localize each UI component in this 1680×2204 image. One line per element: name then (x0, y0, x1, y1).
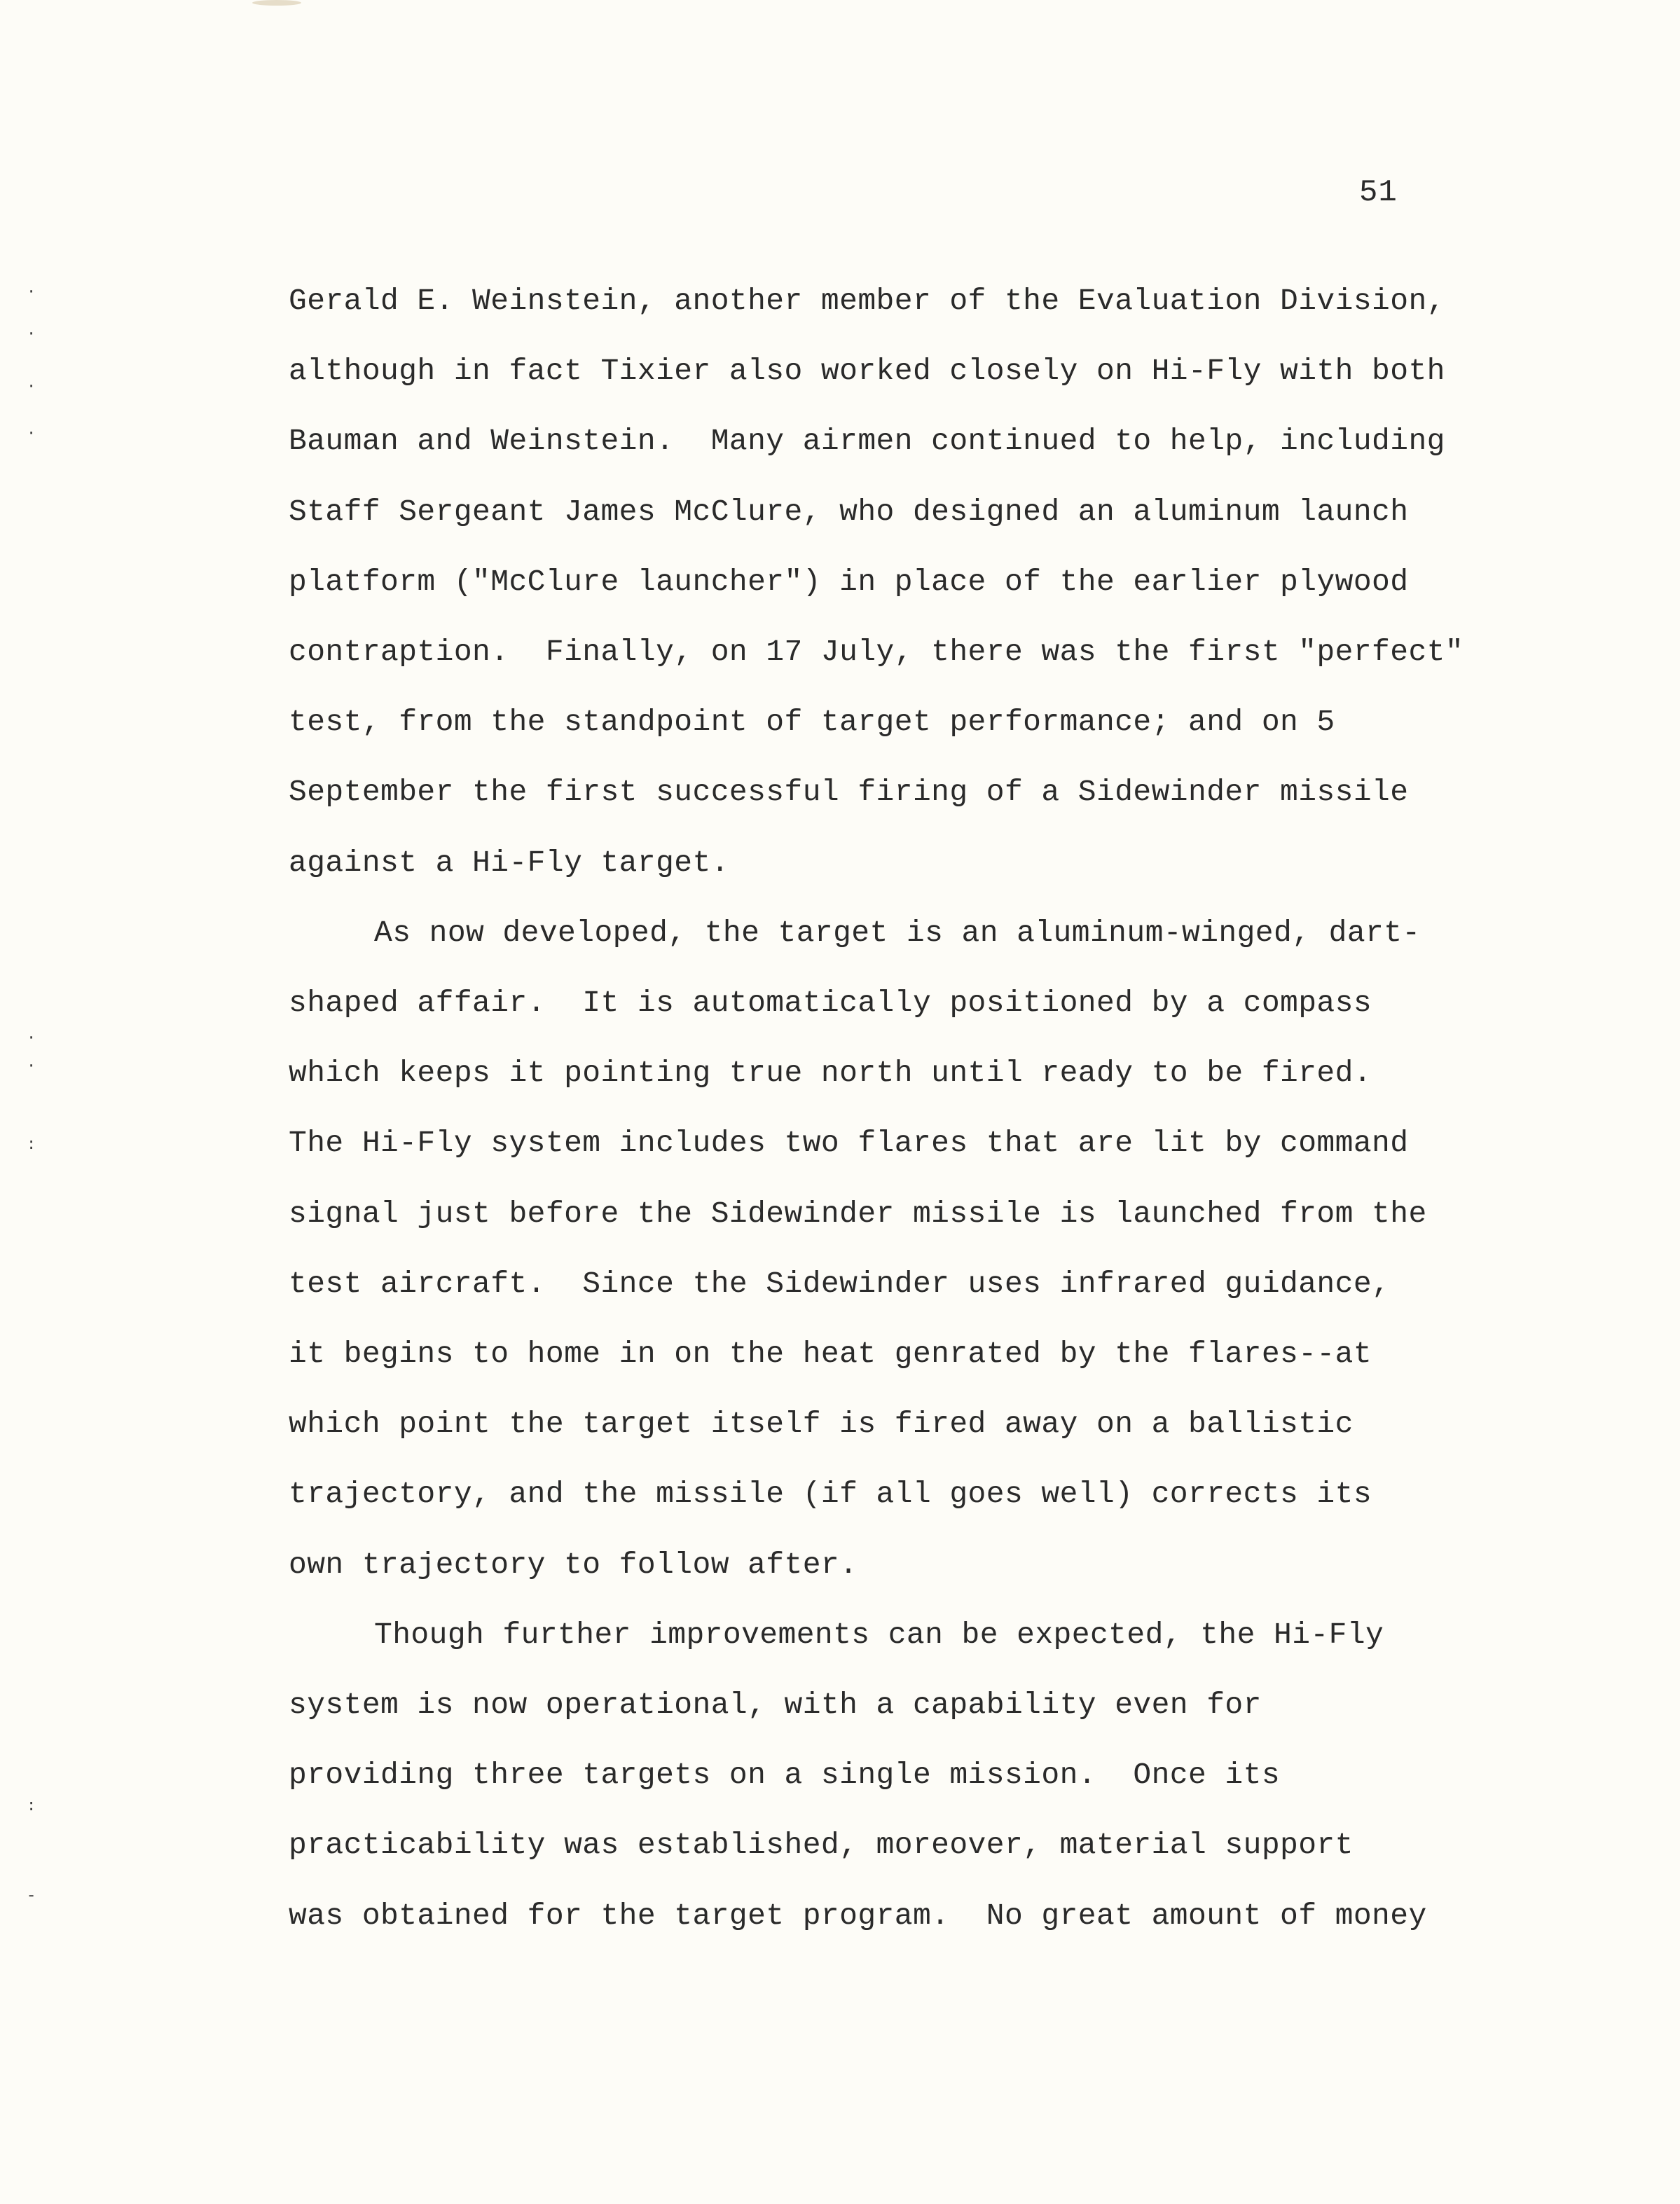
text-line: Staff Sergeant James McClure, who designed an aluminum launch (289, 495, 1409, 529)
margin-mark: : (27, 1798, 36, 1815)
margin-mark: : (27, 1136, 36, 1154)
text-line: although in fact Tixier also worked closely on Hi-Fly with both (289, 354, 1445, 388)
margin-mark: · (27, 425, 36, 442)
text-line: which keeps it pointing true north until ready to be fired. (289, 1056, 1372, 1090)
text-line: test aircraft. Since the Sidewinder uses infrared guidance, (289, 1267, 1391, 1301)
margin-mark: · (27, 378, 36, 395)
margin-mark: · (27, 283, 36, 301)
margin-mark: · (27, 325, 36, 343)
text-line: trajectory, and the missile (if all goes well) corrects its (289, 1477, 1372, 1511)
margin-mark: - (27, 1887, 36, 1905)
text-line: was obtained for the target program. No great amount of money (289, 1899, 1427, 1933)
text-line: Though further improvements can be expected, the Hi-Fly (374, 1618, 1384, 1652)
text-line: platform ("McClure launcher") in place of the earlier plywood (289, 565, 1409, 599)
text-line: shaped affair. It is automatically positioned by a compass (289, 986, 1372, 1020)
text-line: Gerald E. Weinstein, another member of the Evaluation Division, (289, 284, 1445, 318)
margin-mark: · (27, 1029, 36, 1047)
page-number: 51 (1359, 175, 1398, 210)
text-line: Bauman and Weinstein. Many airmen continued to help, including (289, 424, 1445, 458)
text-line: contraption. Finally, on 17 July, there was the first "perfect" (289, 635, 1464, 669)
margin-mark: · (27, 1057, 36, 1075)
text-line: against a Hi-Fly target. (289, 846, 729, 880)
paper-stain (252, 0, 301, 6)
text-line: The Hi-Fly system includes two flares that are lit by command (289, 1126, 1409, 1160)
text-line: which point the target itself is fired away on a ballistic (289, 1407, 1354, 1441)
text-line: signal just before the Sidewinder missile is launched from the (289, 1197, 1427, 1231)
text-line: September the first successful firing of a Sidewinder missile (289, 775, 1409, 809)
text-line: As now developed, the target is an aluminum-winged, dart- (374, 916, 1421, 950)
text-line: practicability was established, moreover, material support (289, 1828, 1354, 1862)
text-line: system is now operational, with a capability even for (289, 1688, 1262, 1722)
text-line: own trajectory to follow after. (289, 1548, 858, 1582)
text-line: it begins to home in on the heat genrated by the flares--at (289, 1337, 1372, 1371)
text-line: providing three targets on a single mission. Once its (289, 1758, 1281, 1792)
text-line: test, from the standpoint of target performance; and on 5 (289, 705, 1335, 739)
